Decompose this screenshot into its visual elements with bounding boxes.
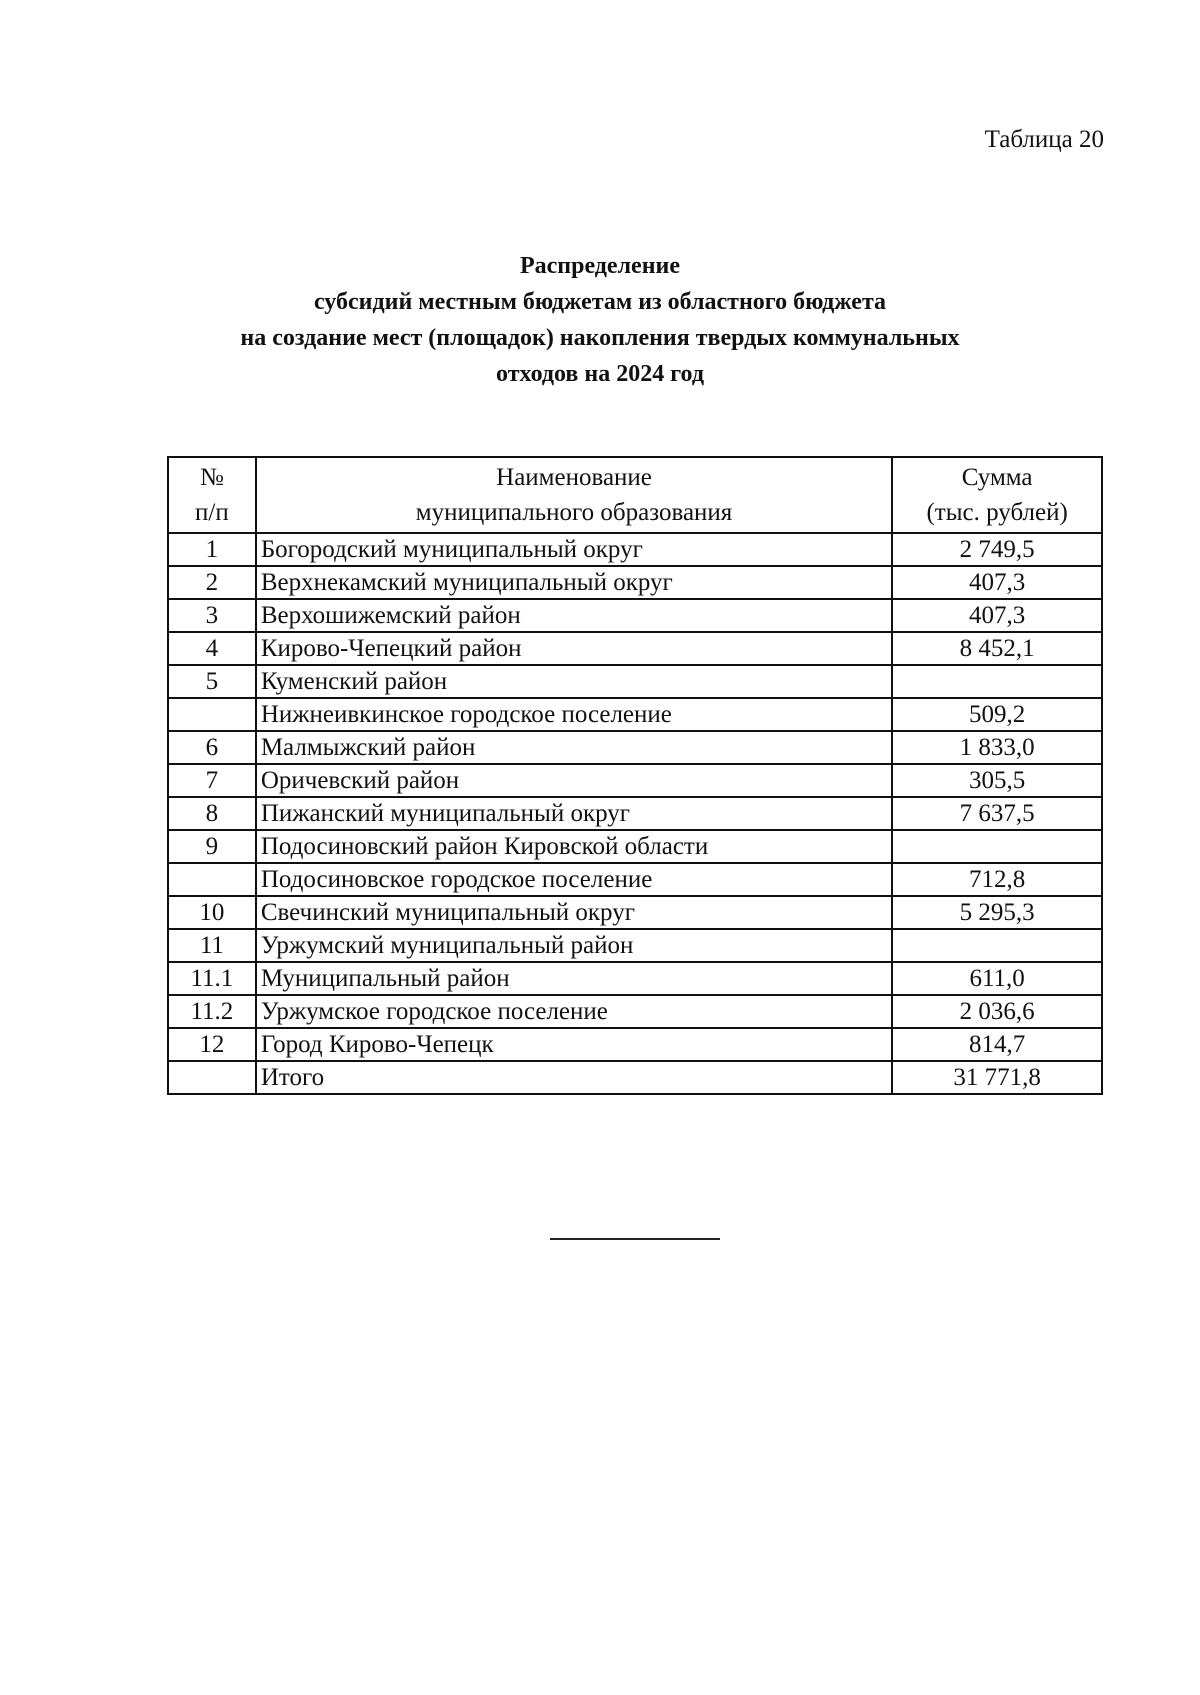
row-name-cell: Муниципальный район	[256, 962, 892, 995]
header-sum-line: (тыс. рублей)	[926, 499, 1068, 526]
table-row	[168, 731, 1102, 764]
row-number-cell: 5	[168, 665, 256, 698]
row-number-cell	[168, 1061, 256, 1094]
total-row	[168, 1061, 1102, 1094]
row-sum-cell	[892, 929, 1102, 962]
title-line: субсидий местным бюджетам из областного бюджета	[313, 289, 887, 315]
row-number-cell: 8	[168, 797, 256, 830]
row-number-cell: 10	[168, 896, 256, 929]
table-body	[168, 533, 1102, 1094]
row-name-cell: Пижанский муниципальный округ	[256, 797, 892, 830]
row-sum-cell: 814,7	[892, 1028, 1102, 1061]
header-sum	[892, 457, 1102, 533]
header-number-line: №	[199, 464, 224, 491]
row-sum-cell: 2 749,5	[892, 533, 1102, 566]
row-sum-cell: 8 452,1	[892, 632, 1102, 665]
table-header-row	[168, 457, 1102, 533]
row-number-cell: 11.2	[168, 995, 256, 1028]
table-row	[168, 863, 1102, 896]
row-sum-cell: 407,3	[892, 599, 1102, 632]
row-sum-cell: 7 637,5	[892, 797, 1102, 830]
row-sum-cell: 1 833,0	[892, 731, 1102, 764]
row-sum-cell: 407,3	[892, 566, 1102, 599]
title-line: на создание мест (площадок) накопления твердых коммунальных	[240, 325, 960, 351]
row-number-cell: 11	[168, 929, 256, 962]
header-name-line: Наименование	[496, 464, 652, 491]
table-row	[168, 995, 1102, 1028]
row-name-cell: Нижнеивкинское городское поселение	[256, 698, 892, 731]
row-number-cell	[168, 698, 256, 731]
row-number-cell: 1	[168, 533, 256, 566]
row-name-cell: Куменский район	[256, 665, 892, 698]
header-number-line: п/п	[195, 499, 229, 526]
row-number-cell: 11.1	[168, 962, 256, 995]
header-number	[168, 457, 256, 533]
row-number-cell: 7	[168, 764, 256, 797]
row-number-cell: 3	[168, 599, 256, 632]
row-name-cell: Малмыжский район	[256, 731, 892, 764]
row-name-cell: Уржумский муниципальный район	[256, 929, 892, 962]
document-title	[0, 248, 1200, 392]
title-line: отходов на 2024 год	[496, 361, 704, 387]
table-row	[168, 830, 1102, 863]
row-sum-cell: 2 036,6	[892, 995, 1102, 1028]
table-row	[168, 566, 1102, 599]
row-sum-cell: 611,0	[892, 962, 1102, 995]
row-sum-cell	[892, 665, 1102, 698]
table-row	[168, 1028, 1102, 1061]
title-line: Распределение	[519, 253, 681, 279]
row-sum-cell: 509,2	[892, 698, 1102, 731]
row-name-cell: Подосиновское городское поселение	[256, 863, 892, 896]
row-name-cell: Свечинский муниципальный округ	[256, 896, 892, 929]
row-number-cell: 9	[168, 830, 256, 863]
row-name-cell: Кирово-Чепецкий район	[256, 632, 892, 665]
table-row	[168, 665, 1102, 698]
header-name-line: муниципального образования	[415, 499, 733, 526]
row-name-cell: Оричевский район	[256, 764, 892, 797]
row-number-cell	[168, 863, 256, 896]
row-name-cell: Итого	[256, 1061, 892, 1094]
table-row	[168, 797, 1102, 830]
table-row	[168, 533, 1102, 566]
table-row	[168, 599, 1102, 632]
row-name-cell: Подосиновский район Кировской области	[256, 830, 892, 863]
end-divider-line	[550, 1238, 720, 1240]
table-row	[168, 929, 1102, 962]
table-number-label: Таблица 20	[984, 126, 1104, 153]
row-sum-cell	[892, 830, 1102, 863]
row-sum-cell: 305,5	[892, 764, 1102, 797]
table-row	[168, 764, 1102, 797]
table-row	[168, 698, 1102, 731]
row-sum-cell: 712,8	[892, 863, 1102, 896]
row-number-cell: 12	[168, 1028, 256, 1061]
table-row	[168, 896, 1102, 929]
table-row	[168, 962, 1102, 995]
row-number-cell: 4	[168, 632, 256, 665]
row-name-cell: Богородский муниципальный округ	[256, 533, 892, 566]
row-name-cell: Верхошижемский район	[256, 599, 892, 632]
row-number-cell: 6	[168, 731, 256, 764]
row-number-cell: 2	[168, 566, 256, 599]
row-name-cell: Верхнекамский муниципальный округ	[256, 566, 892, 599]
subsidy-distribution-table	[167, 456, 1103, 1095]
row-sum-cell: 5 295,3	[892, 896, 1102, 929]
row-sum-cell: 31 771,8	[892, 1061, 1102, 1094]
header-name	[256, 457, 892, 533]
table-row	[168, 632, 1102, 665]
row-name-cell: Город Кирово-Чепецк	[256, 1028, 892, 1061]
header-sum-line: Сумма	[961, 464, 1033, 491]
row-name-cell: Уржумское городское поселение	[256, 995, 892, 1028]
